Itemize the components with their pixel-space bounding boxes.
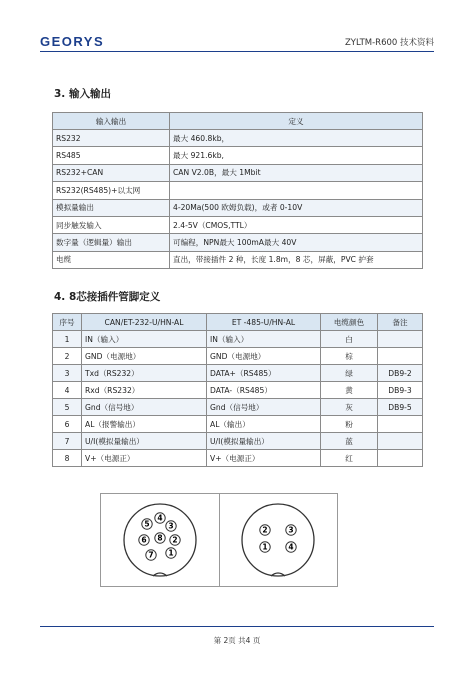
et485-signal-cell: IN（输入） (207, 331, 321, 348)
io-definition-cell (170, 182, 423, 199)
table-row (53, 164, 423, 181)
connector-pin-label: 5 (144, 519, 150, 529)
diagram-divider (219, 494, 220, 586)
note-cell (378, 433, 423, 450)
table-row (53, 234, 423, 251)
connector-4pin-outline (242, 504, 314, 576)
table-row (53, 365, 423, 382)
connector-pin-label: 6 (141, 535, 147, 545)
io-name-cell: 同步触发输入 (53, 216, 170, 233)
column-header-index: 序号 (53, 314, 82, 331)
table-row (53, 416, 423, 433)
io-definition-cell: 直出，带接插件 2 种，长度 1.8m，8 芯，屏蔽，PVC 护套 (170, 251, 423, 268)
pin-index-cell: 1 (53, 331, 82, 348)
can-signal-cell: Gnd（信号地） (82, 399, 207, 416)
table-row (53, 216, 423, 233)
connector-4pin-diagram (227, 500, 329, 582)
page-number: 第 2页 共4 页 (213, 636, 261, 645)
table-row (53, 450, 423, 467)
et485-signal-cell: Gnd（信号地） (207, 399, 321, 416)
table-row (53, 331, 423, 348)
connector-pin-label: 7 (148, 550, 154, 560)
cable-color-cell: 蓝 (321, 433, 378, 450)
note-cell (378, 348, 423, 365)
connector-pin-label: 4 (288, 542, 294, 552)
io-name-cell: 电缆 (53, 251, 170, 268)
io-name-cell: RS232+CAN (53, 164, 170, 181)
table-row (53, 382, 423, 399)
io-definition-table (52, 112, 423, 269)
io-definition-cell: CAN V2.0B，最大 1Mbit (170, 164, 423, 181)
pin-table-body (53, 331, 423, 467)
connector-pin-label: 2 (172, 535, 178, 545)
connector-pin-label: 2 (262, 525, 268, 535)
connector-pin-label: 1 (168, 548, 174, 558)
note-cell: DB9-5 (378, 399, 423, 416)
connector-pin-label: 4 (157, 513, 163, 523)
cable-color-cell: 绿 (321, 365, 378, 382)
table-row (53, 199, 423, 216)
et485-signal-cell: GND（电源地） (207, 348, 321, 365)
et485-signal-cell: AL（输出） (207, 416, 321, 433)
io-table-body (53, 130, 423, 269)
table-row (53, 399, 423, 416)
connector-pin-label: 3 (288, 525, 294, 535)
section-3-title: 3. 输入输出 (54, 88, 111, 100)
pin-index-cell: 2 (53, 348, 82, 365)
table-row (53, 182, 423, 199)
pin-definition-table (52, 313, 423, 467)
can-signal-cell: U/I(模拟量输出） (82, 433, 207, 450)
table-row (53, 130, 423, 147)
cable-color-cell: 白 (321, 331, 378, 348)
cable-color-cell: 粉 (321, 416, 378, 433)
connector-8pin-diagram (109, 500, 211, 582)
table-row (53, 147, 423, 164)
can-signal-cell: AL（报警输出） (82, 416, 207, 433)
column-header-can: CAN/ET-232-U/HN-AL (82, 314, 207, 331)
pin-index-cell: 8 (53, 450, 82, 467)
can-signal-cell: GND（电源地） (82, 348, 207, 365)
connector-diagram-box (100, 493, 338, 587)
can-signal-cell: V+（电源正） (82, 450, 207, 467)
cable-color-cell: 棕 (321, 348, 378, 365)
header-rule (40, 51, 434, 52)
company-logo: GEORYS (40, 34, 105, 49)
et485-signal-cell: V+（电源正） (207, 450, 321, 467)
can-signal-cell: IN（输入） (82, 331, 207, 348)
can-signal-cell: Txd（RS232） (82, 365, 207, 382)
io-definition-cell: 最大 921.6kb, (170, 147, 423, 164)
cable-color-cell: 黄 (321, 382, 378, 399)
note-cell (378, 331, 423, 348)
connector-pin-label: 8 (157, 533, 163, 543)
section-4-title: 4. 8芯接插件管脚定义 (54, 291, 161, 303)
et485-signal-cell: DATA-（RS485） (207, 382, 321, 399)
io-definition-cell: 可编程，NPN最大 100mA最大 40V (170, 234, 423, 251)
table-header-row (53, 314, 423, 331)
column-header-et485: ET -485-U/HN-AL (207, 314, 321, 331)
io-name-cell: RS232(RS485)+以太网 (53, 182, 170, 199)
pin-index-cell: 3 (53, 365, 82, 382)
io-name-cell: 模拟量输出 (53, 199, 170, 216)
note-cell (378, 450, 423, 467)
io-name-cell: RS485 (53, 147, 170, 164)
connector-pin-label: 1 (262, 542, 268, 552)
cable-color-cell: 红 (321, 450, 378, 467)
note-cell: DB9-2 (378, 365, 423, 382)
document-title: ZYLTM-R600 技术资料 (344, 38, 434, 48)
table-row (53, 348, 423, 365)
et485-signal-cell: DATA+（RS485） (207, 365, 321, 382)
pin-index-cell: 4 (53, 382, 82, 399)
footer-rule (40, 626, 434, 627)
io-definition-cell: 最大 460.8kb， (170, 130, 423, 147)
table-row (53, 251, 423, 268)
io-definition-cell: 4-20Ma(500 欧姆负载)，或者 0-10V (170, 199, 423, 216)
io-name-cell: 数字量（逻辑量）输出 (53, 234, 170, 251)
pin-index-cell: 7 (53, 433, 82, 450)
table-header-row (53, 113, 423, 130)
note-cell (378, 416, 423, 433)
can-signal-cell: Rxd（RS232） (82, 382, 207, 399)
column-header-io: 输入输出 (53, 113, 170, 130)
column-header-cable-color: 电缆颜色 (321, 314, 378, 331)
column-header-note: 备注 (378, 314, 423, 331)
column-header-definition: 定义 (170, 113, 423, 130)
connector-pin-label: 3 (168, 521, 174, 531)
cable-color-cell: 灰 (321, 399, 378, 416)
io-name-cell: RS232 (53, 130, 170, 147)
pin-index-cell: 5 (53, 399, 82, 416)
note-cell: DB9-3 (378, 382, 423, 399)
table-row (53, 433, 423, 450)
io-definition-cell: 2.4-5V（CMOS,TTL） (170, 216, 423, 233)
pin-index-cell: 6 (53, 416, 82, 433)
et485-signal-cell: U/I(模拟量输出） (207, 433, 321, 450)
